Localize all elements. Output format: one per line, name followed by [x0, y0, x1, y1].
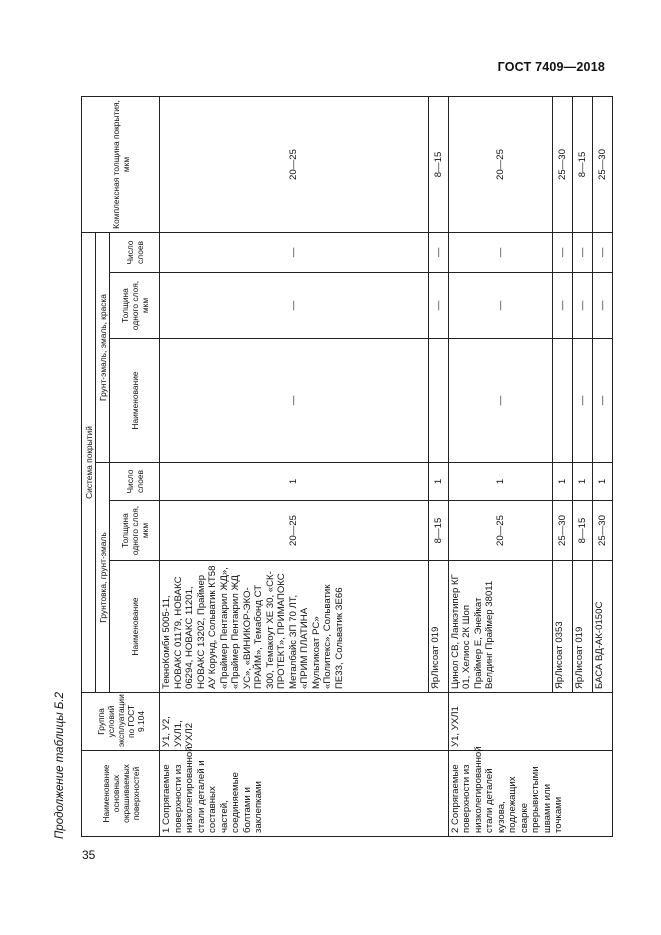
table-row	[160, 96, 429, 836]
header-enamel-layers: Число слоев	[110, 232, 160, 272]
rotated-table-wrapper	[81, 97, 613, 837]
enamel-name-cell: —	[573, 339, 593, 463]
primer-layers-cell: 1	[593, 463, 613, 501]
surface-cell: 1 Сопрягаемые поверхности из низколегированной стали деталей и составных частей, соединяемые болтами и заклепками	[160, 751, 449, 837]
standard-code: ГОСТ 7409—2018	[497, 60, 605, 74]
header-enamel: Грунт-эмаль, эмаль, краска	[96, 232, 110, 462]
primer-name-cell: ЯрЛисоат 019	[428, 561, 448, 693]
total-cell: 20—25	[160, 96, 429, 232]
surface-cell: 2 Сопрягаемые поверхности из низколегированной стали деталей кузова, подлежащих сварке прерывистыми швами или точками	[448, 751, 612, 837]
primer-layers-cell: 1	[428, 463, 448, 501]
primer-thickness-cell: 20—25	[448, 501, 553, 561]
header-primer-name: Наименование	[110, 561, 160, 693]
header-primer: Грунтовка, грунт-эмаль	[96, 463, 110, 693]
group-cell: У1, УХЛ1	[448, 693, 612, 751]
header-primer-thickness: Толщина одного слоя, мкм	[110, 501, 160, 561]
enamel-thickness-cell: —	[428, 273, 448, 339]
table-row	[448, 96, 553, 836]
header-primer-layers: Число слоев	[110, 463, 160, 501]
coating-systems-table	[81, 96, 613, 837]
enamel-thickness-cell: —	[593, 273, 613, 339]
primer-name-cell: ЯрЛисоат 019	[573, 561, 593, 693]
enamel-layers-cell: —	[428, 232, 448, 272]
primer-name-cell: ТекноКомби 5005-11, НОВАКС 01179, НОВАКС 06294, НОВАКС 11201, НОВАКС 13202, Праймер АУ Корунд, Сольватик КТ58 «Праймер Пентакрил ЖД», «Праймер Пентакрил ЖД УС», «ВИНИКОР-ЭКО-ПРАЙМ», Темабонд СТ 300, Темакоут ХЕ 30, «СК-ПРОТЕКТ», ПРИМАПОКС Металбайс ЗП 70 ЛТ, «ПРИМ ПЛАТИНА Мультикоат РС» «Политекс», Сольватик ПЕ33, Сольватик ЗЕ66	[160, 561, 429, 693]
enamel-layers-cell: —	[573, 232, 593, 272]
enamel-layers-cell: —	[448, 232, 553, 272]
enamel-name-cell: —	[160, 339, 429, 463]
primer-name-cell: БАСА ВД-АК-0150С	[593, 561, 613, 693]
primer-layers-cell: 1	[553, 463, 573, 501]
header-surface: Наименование основных окрашиваемых поверхностей	[82, 751, 160, 837]
enamel-name-cell	[553, 339, 573, 463]
total-cell: 8—15	[573, 96, 593, 232]
primer-thickness-cell: 25—30	[593, 501, 613, 561]
primer-layers-cell: 1	[448, 463, 553, 501]
primer-layers-cell: 1	[573, 463, 593, 501]
enamel-thickness-cell: —	[448, 273, 553, 339]
enamel-thickness-cell: —	[160, 273, 429, 339]
total-cell: 25—30	[593, 96, 613, 232]
enamel-layers-cell: —	[593, 232, 613, 272]
primer-layers-cell: 1	[160, 463, 429, 501]
enamel-layers-cell: —	[160, 232, 429, 272]
header-total: Комплексная толщина покрытия, мкм	[82, 96, 160, 232]
total-cell: 20—25	[448, 96, 553, 232]
header-enamel-thickness: Толщина одного слоя, мкм	[110, 273, 160, 339]
header-system: Система покрытий	[82, 232, 96, 692]
header-group: Группа условий эксплуатации по ГОСТ 9.104	[82, 693, 160, 751]
primer-thickness-cell: 8—15	[428, 501, 448, 561]
enamel-name-cell: —	[448, 339, 553, 463]
page-number: 35	[82, 848, 96, 862]
primer-name-cell: Цинол СВ, Ланкэтипер КГ 01, Хелиос 2К Шоп Праймер Е, Энейкат Велдинг Праймер 38011	[448, 561, 553, 693]
enamel-name-cell: —	[593, 339, 613, 463]
enamel-thickness-cell: —	[573, 273, 593, 339]
total-cell: 25—30	[553, 96, 573, 232]
primer-thickness-cell: 20—25	[160, 501, 429, 561]
enamel-thickness-cell: —	[553, 273, 573, 339]
primer-thickness-cell: 8—15	[573, 501, 593, 561]
primer-name-cell: ЯрЛисоат 0353	[553, 561, 573, 693]
table-caption: Продолжение таблицы Б.2	[54, 692, 66, 839]
header-enamel-name: Наименование	[110, 339, 160, 463]
enamel-layers-cell: —	[553, 232, 573, 272]
enamel-name-cell	[428, 339, 448, 463]
total-cell: 8—15	[428, 96, 448, 232]
group-cell: У1, У2, УХЛ1, УХЛ2	[160, 693, 449, 751]
primer-thickness-cell: 25—30	[553, 501, 573, 561]
